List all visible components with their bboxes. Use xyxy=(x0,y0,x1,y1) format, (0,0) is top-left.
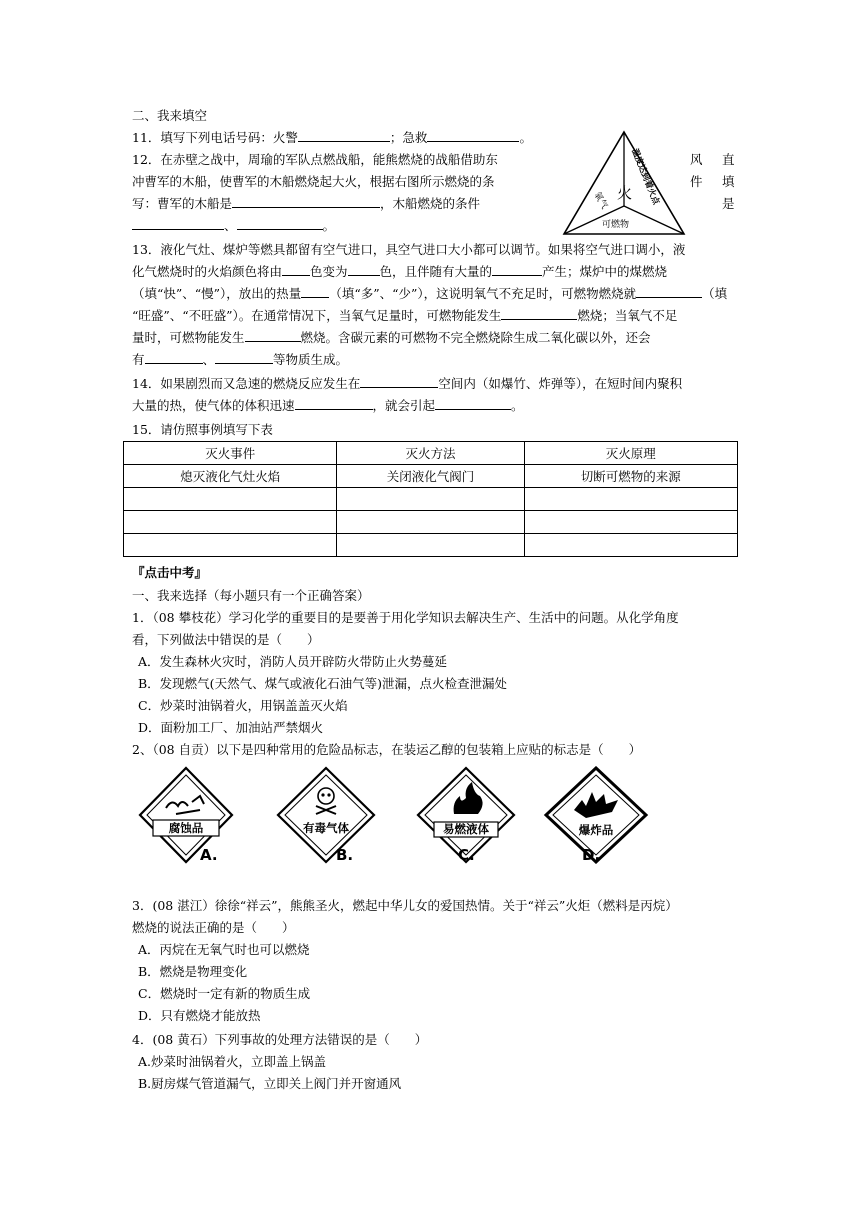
sign-label-a: 腐蚀品 xyxy=(168,821,204,835)
condition-blank-2[interactable] xyxy=(237,215,323,230)
blank-field[interactable] xyxy=(145,349,203,364)
question-13-line6: 有 、 等物质生成。 xyxy=(132,349,738,371)
question-12-line3: 写：曹军的木船是 ，木船燃烧的条件 xyxy=(132,193,552,215)
mc3-option-c[interactable]: C．燃烧时一定有新的物质生成 xyxy=(138,986,311,1001)
mc4-option-a[interactable]: A.炒菜时油锅着火，立即盖上锅盖 xyxy=(138,1054,327,1069)
ship-type-blank[interactable] xyxy=(232,193,380,208)
combustible-label: 可燃物 xyxy=(602,220,630,230)
zhongkao-heading: 『点击中考』 xyxy=(132,565,208,580)
mc1-stem-line2: 看，下列做法中错误的是（ ） xyxy=(132,632,320,647)
section2-heading: 二、我来填空 xyxy=(132,108,208,123)
table-cell[interactable] xyxy=(337,488,524,511)
ignition-temp-label: 温度达到着火点 xyxy=(629,147,661,207)
table-cell[interactable] xyxy=(124,511,337,534)
table-header: 灭火原理 xyxy=(524,442,737,465)
mc2-stem: 2、（08 自贡）以下是四种常用的危险品标志，在装运乙醇的包装箱上应贴的标志是（ ） xyxy=(132,742,642,757)
mc1-stem-line1: 1．（08 攀枝花）学习化学的重要目的是要善于用化学知识去解决生产、生活中的问题。从化学角度 xyxy=(132,610,679,625)
question-14-line1: 14．如果剧烈而又急速的燃烧反应发生在 空间内（如爆竹、炸弹等），在短时间内聚积 xyxy=(132,373,738,395)
blank-field[interactable] xyxy=(435,395,511,410)
table-cell[interactable] xyxy=(524,488,737,511)
mc4-option-b[interactable]: B.厨房煤气管道漏气，立即关上阀门并开窗通风 xyxy=(138,1076,402,1091)
question-15: 15．请仿照事例填写下表 xyxy=(132,422,273,437)
question-12-line4: 、 。 xyxy=(132,215,552,237)
mc1-option-b[interactable]: B．发现燃气(天然气、煤气或液化石油气等)泄漏，点火检查泄漏处 xyxy=(138,676,507,691)
sign-letter-b: B. xyxy=(336,846,354,864)
question-13-line3: （填“快”、“慢”），放出的热量 （填“多”、“少”），这说明氧气不充足时，可燃物燃烧就 （填 xyxy=(132,283,738,305)
oxygen-label: 氧气 xyxy=(591,190,610,212)
question-13-line5: 量时，可燃物能发生 燃烧。含碳元素的可燃物不完全燃烧除生成二氧化碳以外，还会 xyxy=(132,327,738,349)
table-cell: 熄灭液化气灶火焰 xyxy=(124,465,337,488)
table-header: 灭火事件 xyxy=(124,442,337,465)
table-cell[interactable] xyxy=(524,534,737,557)
table-cell[interactable] xyxy=(337,511,524,534)
question-13-line2: 化气燃烧时的火焰颜色将由 色变为 色，且伴随有大量的 产生；煤炉中的煤燃烧 xyxy=(132,261,738,283)
toxic-gas-sign[interactable] xyxy=(278,768,374,862)
mc3-option-d[interactable]: D．只有燃烧才能放热 xyxy=(138,1008,261,1023)
ambulance-number-blank[interactable] xyxy=(427,127,519,142)
table-header: 灭火方法 xyxy=(337,442,524,465)
corrosive-sign[interactable] xyxy=(140,768,232,862)
question-13-line1: 13．液化气灶、煤炉等燃具都留有空气进口，具空气进口大小都可以调节。如果将空气进口调小，液 xyxy=(132,242,686,257)
table-cell[interactable] xyxy=(124,488,337,511)
blank-field[interactable] xyxy=(492,261,542,276)
question-11: 11．填写下列电话号码：火警 ；急救 。 xyxy=(132,127,738,149)
mc3-option-a[interactable]: A．丙烷在无氧气时也可以燃烧 xyxy=(138,942,310,957)
q12-fragment: 直 xyxy=(722,152,735,167)
sign-label-d: 爆炸品 xyxy=(578,823,614,837)
sign-label-c: 易燃液体 xyxy=(443,822,489,836)
blank-field[interactable] xyxy=(245,327,301,342)
blank-field[interactable] xyxy=(301,283,329,298)
sign-label-b: 有毒气体 xyxy=(303,821,349,835)
mc1-option-c[interactable]: C．炒菜时油锅着火，用锅盖盖灭火焰 xyxy=(138,698,348,713)
table-row xyxy=(124,488,738,511)
table-cell: 切断可燃物的来源 xyxy=(524,465,737,488)
blank-field[interactable] xyxy=(295,395,373,410)
mc1-option-a[interactable]: A．发生森林火灾时，消防人员开辟防火带防止火势蔓延 xyxy=(138,654,448,669)
sign-letter-c: C. xyxy=(458,846,475,864)
sign-letter-a: A. xyxy=(200,846,218,864)
table-row xyxy=(124,511,738,534)
fire-number-blank[interactable] xyxy=(298,127,390,142)
question-12-line2: 冲曹军的木船，使曹军的木船燃烧起大火，根据右图所示燃烧的条 xyxy=(132,174,495,189)
q12-fragment: 风 xyxy=(690,152,703,167)
mc4-stem: 4．(08 黄石）下列事故的处理方法错误的是（ ） xyxy=(132,1032,428,1047)
blank-field[interactable] xyxy=(348,261,380,276)
fire-extinguishing-table xyxy=(123,441,738,557)
table-cell[interactable] xyxy=(337,534,524,557)
mc3-option-b[interactable]: B．燃烧是物理变化 xyxy=(138,964,248,979)
section1-heading: 一、我来选择（每小题只有一个正确答案） xyxy=(132,588,370,603)
blank-field[interactable] xyxy=(282,261,310,276)
q12-fragment: 是 xyxy=(722,196,735,211)
table-row xyxy=(124,534,738,557)
table-cell[interactable] xyxy=(124,534,337,557)
blank-field[interactable] xyxy=(215,349,273,364)
table-header-row xyxy=(124,442,738,465)
sign-letter-d: D. xyxy=(582,846,601,864)
question-12-line1: 12．在赤壁之战中，周瑜的军队点燃战船，能熊燃烧的战船借助东 xyxy=(132,152,498,167)
table-cell[interactable] xyxy=(524,511,737,534)
table-cell: 关闭液化气阀门 xyxy=(337,465,524,488)
mc3-stem-line2: 燃烧的说法正确的是（ ） xyxy=(132,920,295,935)
fire-triangle-diagram xyxy=(560,128,688,238)
question-14-line2: 大量的热，使气体的体积迅速 ，就会引起 。 xyxy=(132,395,738,417)
q12-fragment: 填 xyxy=(722,174,735,189)
condition-blank-1[interactable] xyxy=(132,215,224,230)
table-row xyxy=(124,465,738,488)
fire-center-label: 火 xyxy=(617,184,633,202)
q12-fragment: 件 xyxy=(690,174,703,189)
question-13-line4: “旺盛”、“不旺盛”）。在通常情况下，当氧气足量时，可燃物能发生 燃烧；当氧气不足 xyxy=(132,305,738,327)
mc3-stem-line1: 3．(08 湛江）徐徐“祥云”，熊熊圣火，燃起中华儿女的爱国热情。关于“祥云”火炬（燃料是丙烷） xyxy=(132,898,678,913)
blank-field[interactable] xyxy=(636,283,702,298)
blank-field[interactable] xyxy=(501,305,577,320)
blank-field[interactable] xyxy=(360,373,438,388)
mc1-option-d[interactable]: D．面粉加工厂、加油站严禁烟火 xyxy=(138,720,324,735)
